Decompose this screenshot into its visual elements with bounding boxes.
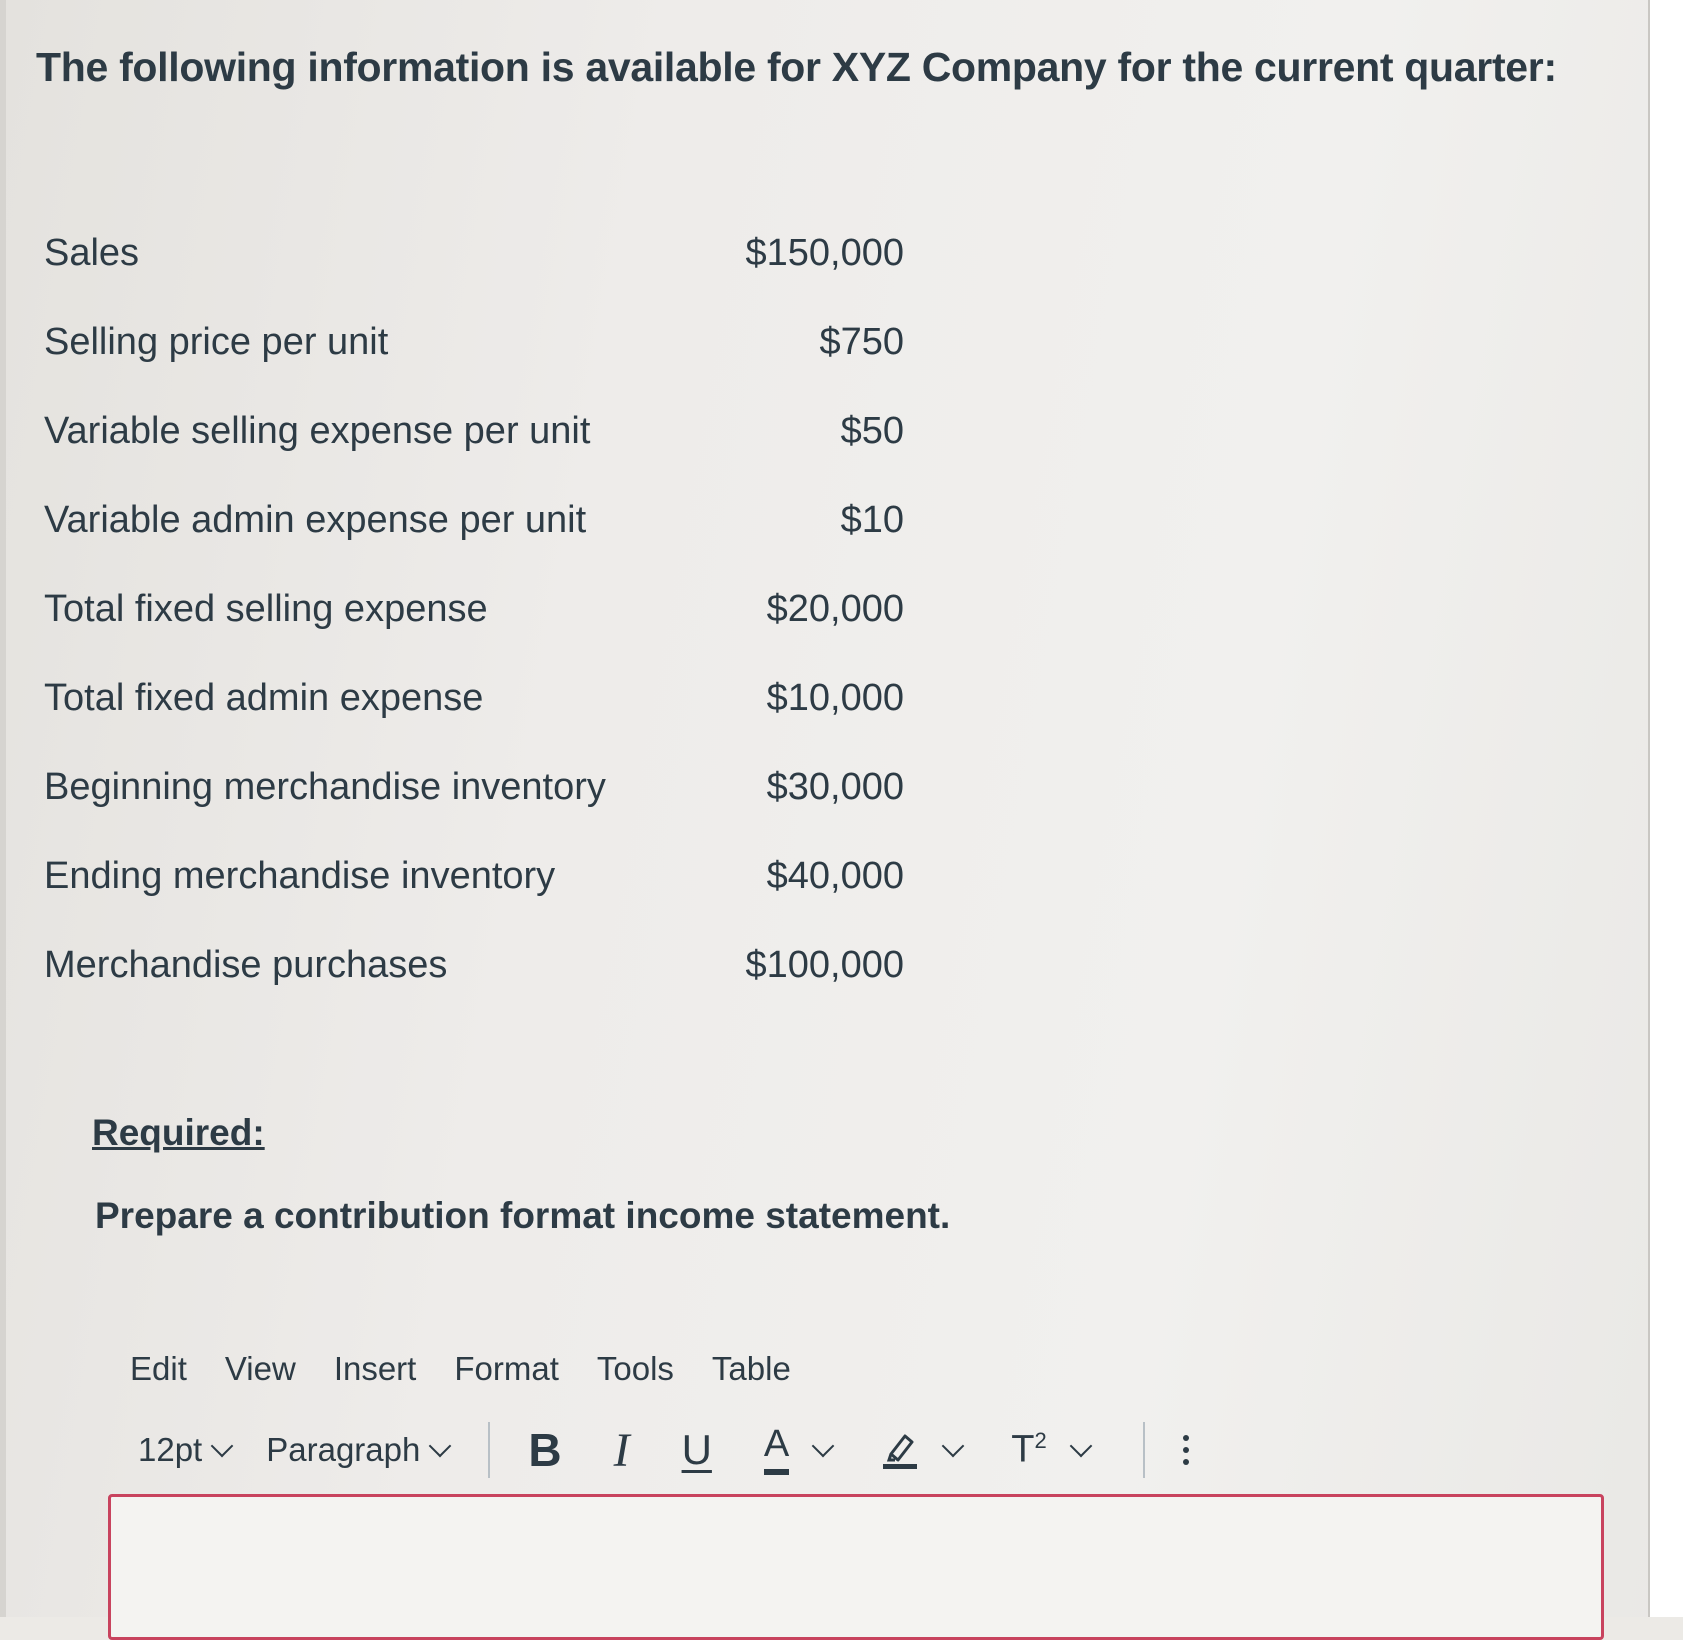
menu-edit[interactable]: Edit (130, 1350, 187, 1387)
rich-text-editor-area[interactable] (108, 1494, 1604, 1640)
info-value: $100,000 (745, 944, 904, 986)
editor-toolbar (138, 1422, 1189, 1478)
bold-button[interactable]: B (528, 1424, 562, 1476)
menu-view[interactable]: View (224, 1350, 296, 1387)
text-color-icon: A (764, 1425, 789, 1475)
info-row-fixed-admin (44, 677, 904, 766)
superscript-button[interactable] (1011, 1428, 1088, 1472)
info-label: Selling price per unit (44, 321, 389, 363)
info-value: $20,000 (766, 588, 904, 630)
chevron-down-icon (812, 1435, 835, 1458)
info-value: $10,000 (766, 677, 904, 719)
chevron-down-icon (1069, 1435, 1092, 1458)
info-row-fixed-selling (44, 588, 904, 677)
info-row-sales (44, 232, 904, 321)
chevron-down-icon (429, 1435, 452, 1458)
info-row-variable-selling (44, 410, 904, 499)
menu-tools[interactable]: Tools (596, 1350, 674, 1387)
instruction-text: Prepare a contribution format income statement. (95, 1195, 951, 1236)
info-label: Sales (44, 232, 140, 274)
info-value: $150,000 (745, 232, 904, 274)
font-size-select[interactable] (138, 1431, 230, 1469)
menu-format[interactable]: Format (454, 1350, 559, 1387)
question-heading: The following information is available for XYZ Company for the current quarter: (36, 44, 1557, 90)
superscript-base: T (1011, 1428, 1035, 1471)
info-row-variable-admin (44, 499, 904, 588)
info-label: Variable admin expense per unit (44, 499, 587, 541)
info-row-beginning-inventory (44, 766, 904, 855)
info-label: Merchandise purchases (44, 944, 448, 986)
italic-button[interactable]: I (613, 1423, 630, 1477)
info-value: $750 (819, 321, 904, 363)
info-label: Beginning merchandise inventory (44, 766, 606, 808)
highlight-color-button[interactable] (881, 1430, 961, 1470)
info-row-purchases (44, 944, 904, 1033)
menu-insert[interactable]: Insert (333, 1350, 417, 1387)
underline-button[interactable]: U (681, 1426, 712, 1473)
chevron-down-icon (211, 1435, 234, 1458)
more-options-icon[interactable] (1183, 1435, 1189, 1465)
font-size-value: 12pt (138, 1431, 203, 1468)
chevron-down-icon (942, 1435, 965, 1458)
info-value: $40,000 (766, 855, 904, 897)
menu-table[interactable]: Table (711, 1350, 791, 1387)
left-border (0, 0, 6, 1617)
highlighter-icon (881, 1430, 919, 1470)
info-label: Variable selling expense per unit (44, 410, 591, 452)
right-scroll-edge (1648, 0, 1683, 1617)
info-row-ending-inventory (44, 855, 904, 944)
info-label: Ending merchandise inventory (44, 855, 556, 897)
info-value: $50 (840, 410, 904, 452)
info-row-selling-price (44, 321, 904, 410)
info-value: $30,000 (766, 766, 904, 808)
superscript-icon (1011, 1428, 1046, 1472)
info-label: Total fixed admin expense (44, 677, 484, 719)
text-color-button[interactable] (764, 1425, 831, 1475)
editor-menubar (130, 1350, 791, 1388)
block-format-select[interactable] (266, 1431, 448, 1469)
info-table (44, 232, 904, 1033)
block-format-value: Paragraph (266, 1431, 421, 1468)
required-label: Required: (92, 1112, 265, 1153)
toolbar-divider (488, 1422, 490, 1478)
info-label: Total fixed selling expense (44, 588, 488, 630)
toolbar-divider (1143, 1422, 1145, 1478)
superscript-exp: 2 (1034, 1428, 1047, 1454)
info-value: $10 (840, 499, 904, 541)
